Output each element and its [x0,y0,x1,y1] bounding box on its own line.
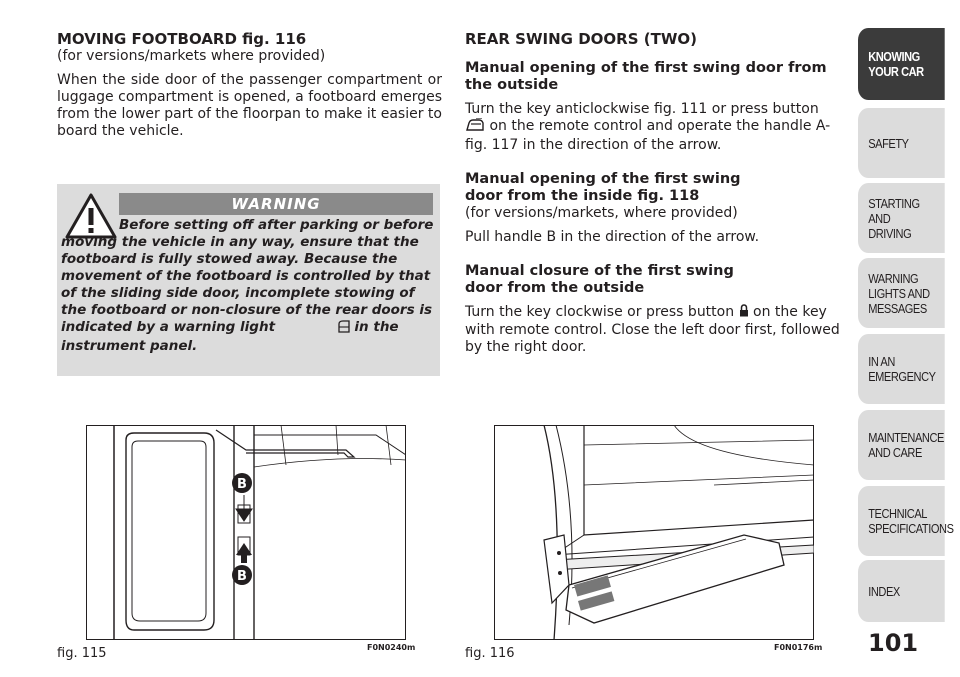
figure-116-code: F0N0176m [774,643,823,652]
figure-115-label: fig. 115 [57,646,107,661]
warning-box [57,184,440,376]
rear-doors-title: REAR SWING DOORS (TWO) [465,30,697,48]
figure-116-illustration [494,425,814,640]
section2-subheading: (for versions/markets, where provided) [465,205,738,221]
footboard-subheading: (for versions/markets where provided) [57,48,326,64]
section1-text [465,101,843,154]
tab-maintenance-and-care[interactable]: MAINTENANCE AND CARE [858,410,945,480]
section3-text [465,304,843,356]
figure-116 [494,425,814,640]
warning-text-body [61,217,437,355]
section3-text-b: on the key with remote control. Close the left door first, followed by the right door. [465,304,840,355]
warning-text [61,217,437,355]
page-number: 101 [868,629,919,657]
warning-title: WARNING [119,193,433,215]
warning-text-part2: in the instrument panel. [61,319,399,354]
car-open-icon [465,118,485,137]
section2-heading: Manual opening of the first swing door from the inside fig. 118 [465,171,741,204]
figure-115-illustration [86,425,406,640]
figure-115-marker-top: B [237,477,247,492]
tab-in-an-emergency[interactable]: IN AN EMERGENCY [858,334,945,404]
door-warning-icon [280,320,350,338]
left-column [57,31,442,149]
tab-index[interactable]: INDEX [858,560,945,622]
section3-text-a: Turn the key clockwise or press button [465,304,735,320]
figure-116-label: fig. 116 [465,646,515,661]
figure-115-marker-bottom: B [237,569,247,584]
section1-text-b: on the remote control and operate the handle A-fig. 117 in the direction of the arrow. [465,118,831,153]
tab-starting-and-driving[interactable]: STARTING AND DRIVING [858,183,945,253]
section2-text: Pull handle B in the direction of the arrow. [465,229,760,245]
footboard-heading: MOVING FOOTBOARD fig. 116 [57,30,307,48]
tab-knowing-your-car[interactable]: KNOWING YOUR CAR [858,28,945,100]
section1-text-a: Turn the key anticlockwise fig. 111 or press button [465,101,819,117]
right-column [465,31,843,365]
warning-text-part1: Before setting off after parking or before moving the vehicle in any way, ensure that the footboard is fully stowed away. Because the movement of the footboard is controlled by that of the sliding side door, incomplete stowing of the footboard or non-closure of the rear doors is indicated by a warning light [61,217,434,335]
footboard-paragraph: When the side door of the passenger compartment or luggage compartment is opened, a footboard emerges from the lower part of the floorpan to make it easier to board the vehicle. [57,72,442,139]
figure-115-code: F0N0240m [367,643,416,652]
lock-icon [739,304,749,322]
section3-heading: Manual closure of the first swing door from the outside [465,263,734,296]
tab-technical-specifications[interactable]: TECHNICAL SPECIFICATIONS [858,486,945,556]
tab-warning-lights[interactable]: WARNING LIGHTS AND MESSAGES [858,258,945,328]
tab-safety[interactable]: SAFETY [858,108,945,178]
section1-heading: Manual opening of the first swing door from the outside [465,60,827,93]
figure-115 [86,425,406,640]
